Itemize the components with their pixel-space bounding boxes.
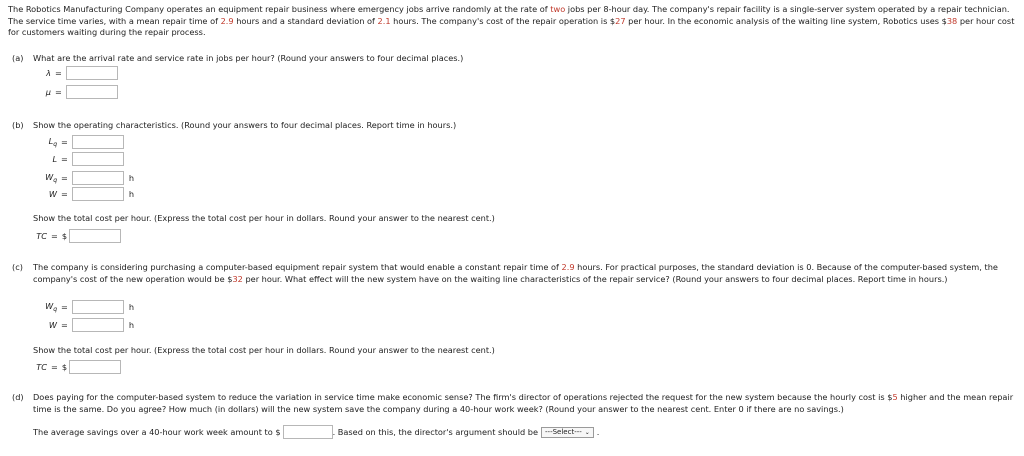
savings-input[interactable] (283, 425, 333, 439)
w-c-unit: h (128, 320, 135, 330)
lq-label: $L_q$ (48, 136, 57, 148)
tc-b-dollar: $ (61, 231, 68, 241)
part-d-marker: (d) (12, 392, 24, 402)
chevron-down-icon: ⌄ (584, 428, 590, 436)
wq-row: $W_q$ = h (33, 170, 134, 186)
wq-label: $W_q$ (45, 172, 57, 184)
wq-unit: h (128, 173, 135, 183)
std-dev-value: 2.1 (377, 15, 391, 26)
repair-cost-value: 27 (615, 15, 626, 26)
mean-repair-time-value: 2.9 (220, 15, 234, 26)
w-row: W = h (33, 186, 134, 202)
l-row: L = (33, 151, 124, 167)
lambda-row: λ = (33, 65, 118, 81)
lambda-input[interactable] (66, 66, 118, 80)
tc-b-row: TC = $ (33, 228, 121, 244)
lq-row: $L_q$ = (33, 134, 124, 150)
l-label: L (52, 154, 57, 164)
tc-c-input[interactable] (69, 360, 121, 374)
argument-label: . Based on this, the director's argument should be (332, 427, 539, 437)
w-label: W (48, 189, 57, 199)
part-c-cost-question: Show the total cost per hour. (Express the total cost per hour in dollars. Round your answer to the nearest cent.) (33, 345, 495, 355)
savings-label: The average savings over a 40-hour work week amount to $ (33, 427, 281, 437)
lq-input[interactable] (72, 135, 124, 149)
part-c-marker: (c) (12, 262, 23, 272)
wq-input[interactable] (72, 171, 124, 185)
wq-c-label: $W_q$ (45, 301, 57, 313)
wq-c-input[interactable] (72, 300, 124, 314)
w-unit: h (128, 189, 135, 199)
mu-row: μ = (33, 84, 118, 100)
l-input[interactable] (72, 152, 124, 166)
constant-time-value: 2.9 (561, 262, 575, 272)
arrival-rate-value: two (550, 4, 566, 14)
problem-intro: The Robotics Manufacturing Company operates an equipment repair business where emergency jobs arrive randomly at the rate of two jobs per 8-hour day. The company's repair facility is a single-server system operated by a repair technician. The service time varies, with a mean repair time of 2.9 hours and a standard deviation of 2.1 hours. The company's cost of the repair operation is $27 per hour. In the economic analysis of the waiting line system, Robotics uses $38 per hour cost for customers waiting during the repair process. (8, 4, 1015, 37)
w-c-input[interactable] (72, 318, 124, 332)
part-b-marker: (b) (12, 120, 24, 130)
wq-c-row: $W_q$ = h (33, 299, 134, 315)
part-d-question: Does paying for the computer-based system to reduce the variation in service time make economic sense? The firm's director of operations rejected the request for the new system because the hourly cost is $5 higher and the mean repair time is the same. Do you agree? How much (in dollars) will the new system save the company during a 40-hour work week? (Round your answer to the nearest cent. Enter 0 if there are no savings.) (33, 392, 1014, 414)
part-a-question: What are the arrival rate and service rate in jobs per hour? (Round your answers to four decimal places.) (33, 53, 464, 63)
lambda-label: λ (46, 68, 51, 78)
part-b-cost-question: Show the total cost per hour. (Express the total cost per hour in dollars. Round your answer to the nearest cent.) (33, 213, 495, 223)
tc-c-label: TC (36, 362, 47, 372)
w-c-label: W (48, 320, 57, 330)
waiting-cost-value: 38 (946, 15, 958, 26)
w-c-row: W = h (33, 317, 134, 333)
new-cost-value: 32 (232, 273, 243, 284)
tc-c-row: TC = $ (33, 359, 121, 375)
argument-select[interactable] (541, 427, 594, 438)
part-b-question: Show the operating characteristics. (Round your answers to four decimal places. Report time in hours.) (33, 120, 457, 130)
w-input[interactable] (72, 187, 124, 201)
part-c-question: The company is considering purchasing a computer-based equipment repair system that would enable a constant repair time of 2.9 hours. For practical purposes, the standard deviation is 0. Because of the computer-based system, the company's cost of the new operation would be $32 per hour. What effect will the new system have on the waiting line characteristics of the repair service? (Round your answers to four decimal places. Report time in hours.) (33, 262, 998, 284)
mu-input[interactable] (66, 85, 118, 99)
argument-select-value: ---Select--- (545, 428, 582, 436)
tc-c-dollar: $ (61, 362, 68, 372)
tc-b-input[interactable] (69, 229, 121, 243)
tc-b-label: TC (36, 231, 47, 241)
part-a-marker: (a) (12, 53, 24, 63)
mu-label: μ (45, 87, 51, 97)
cost-difference-value: 5 (892, 392, 898, 402)
savings-row: The average savings over a 40-hour work week amount to $ . Based on this, the director's argument should be ---Select--- ⌄ . (33, 427, 600, 437)
wq-c-unit: h (128, 302, 135, 312)
